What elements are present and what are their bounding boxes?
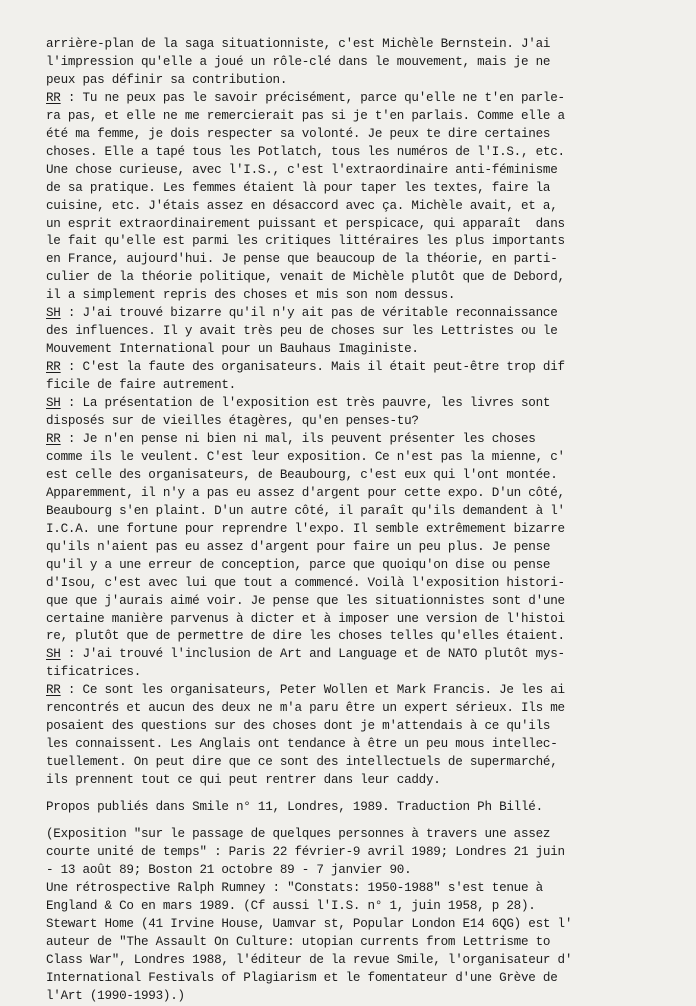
text-line: Beaubourg s'en plaint. D'un autre côté, il paraît qu'ils demandent à l': [46, 503, 565, 518]
text-line: Apparemment, il n'y a pas eu assez d'argent pour cette expo. D'un côté,: [46, 485, 565, 500]
text-line: qu'il y a une erreur de conception, parce que quoiqu'on dise ou pense: [46, 557, 551, 572]
text-line: re, plutôt que de permettre de dire les choses telles qu'elles étaient.: [46, 629, 565, 644]
text-line: RR : Ce sont les organisateurs, Peter Wollen et Mark Francis. Je les ai: [46, 683, 565, 698]
note-line: courte unité de temps" : Paris 22 février-9 avril 1989; Londres 21 juin: [46, 844, 565, 859]
text-line: RR : C'est la faute des organisateurs. Mais il était peut-être trop dif: [46, 360, 565, 375]
text-line: ra pas, et elle ne me remercierait pas si je t'en parlais. Comme elle a: [46, 108, 565, 123]
speaker-initials: SH: [46, 396, 61, 411]
text-line: d'Isou, c'est avec lui que tout a commencé. Voilà l'exposition histori-: [46, 575, 565, 590]
note-line: Class War", Londres 1988, l'éditeur de la revue Smile, l'organisateur d': [46, 952, 573, 967]
text-line: Mouvement International pour un Bauhaus Imaginiste.: [46, 342, 419, 357]
text-line: certaine manière parvenus à dicter et à imposer une version de l'histoi: [46, 611, 565, 626]
speaker-initials: RR: [46, 90, 61, 105]
text-line: SH : La présentation de l'exposition est très pauvre, les livres sont: [46, 396, 551, 411]
text-line: été ma femme, je dois respecter sa volonté. Je peux te dire certaines: [46, 126, 551, 141]
text-line: en France, aujourd'hui. Je pense que beaucoup de la théorie, en parti-: [46, 252, 558, 267]
text-line: cuisine, etc. J'étais assez en désaccord avec ça. Michèle avait, et a,: [46, 198, 558, 213]
text-line: ficile de faire autrement.: [46, 378, 236, 393]
speaker-initials: SH: [46, 306, 61, 321]
source-credit: Propos publiés dans Smile n° 11, Londres, 1989. Traduction Ph Billé.: [46, 800, 543, 815]
text-line: tificatrices.: [46, 665, 141, 680]
speaker-initials: RR: [46, 431, 61, 446]
text-line: de sa pratique. Les femmes étaient là pour taper les textes, faire la: [46, 180, 551, 195]
text-line: posaient des questions sur des choses dont je m'attendais à ce qu'ils: [46, 719, 551, 734]
text-line: arrière-plan de la saga situationniste, c'est Michèle Bernstein. J'ai: [46, 37, 551, 51]
text-line: comme ils le veulent. C'est leur exposition. Ce n'est pas la mienne, c': [46, 449, 565, 464]
text-line: I.C.A. une fortune pour reprendre l'expo. Il semble extrêmement bizarre: [46, 521, 565, 536]
text-line: Une chose curieuse, avec l'I.S., c'est l'extraordinaire anti-féminisme: [46, 162, 558, 177]
text-line: SH : J'ai trouvé bizarre qu'il n'y ait pas de véritable reconnaissance: [46, 306, 558, 321]
text-line: un esprit extraordinairement puissant et perspicace, qui apparaît dans: [46, 216, 565, 231]
text-line: est celle des organisateurs, de Beaubourg, c'est eux qui l'ont montée.: [46, 467, 558, 482]
text-line: culier de la théorie politique, venait de Michèle plutôt que de Debord,: [46, 270, 565, 285]
speaker-initials: SH: [46, 647, 61, 662]
text-line: ils prennent tout ce qui peut rentrer dans leur caddy.: [46, 773, 441, 788]
text-line: les connaissent. Les Anglais ont tendance à être un peu mous intellec-: [46, 737, 558, 752]
note-line: England & Co en mars 1989. (Cf aussi l'I.S. n° 1, juin 1958, p 28).: [46, 898, 536, 913]
note-line: Stewart Home (41 Irvine House, Uamvar st, Popular London E14 6QG) est l': [46, 916, 573, 931]
note-line: - 13 août 89; Boston 21 octobre 89 - 7 janvier 90.: [46, 862, 412, 877]
text-line: SH : J'ai trouvé l'inclusion de Art and Language et de NATO plutôt mys-: [46, 647, 565, 662]
text-line: RR : Je n'en pense ni bien ni mal, ils peuvent présenter les choses: [46, 431, 536, 446]
note-line: (Exposition "sur le passage de quelques personnes à travers une assez: [46, 826, 551, 841]
text-line: le fait qu'elle est parmi les critiques littéraires les plus importants: [46, 234, 565, 249]
text-line: disposés sur de vieilles étagères, qu'en penses-tu?: [46, 414, 419, 429]
text-line: l'impression qu'elle a joué un rôle-clé dans le mouvement, mais je ne: [46, 54, 551, 69]
note-line: l'Art (1990-1993).): [46, 988, 185, 1003]
speaker-initials: RR: [46, 360, 61, 375]
text-line: peux pas définir sa contribution.: [46, 72, 288, 87]
text-line: il a simplement repris des choses et mis son nom dessus.: [46, 288, 456, 303]
text-line: rencontrés et aucun des deux ne m'a paru être un expert sérieux. Ils me: [46, 701, 565, 716]
interview-body: [46, 36, 666, 790]
speaker-initials: RR: [46, 683, 61, 698]
text-line: tuellement. On peut dire que ce sont des intellectuels de supermarché,: [46, 755, 558, 770]
text-line: qu'ils n'aient pas eu assez d'argent pour faire un peu plus. Je pense: [46, 539, 551, 554]
text-line: que que j'aurais aimé voir. Je pense que les situationnistes sont d'une: [46, 593, 565, 608]
text-line: RR : Tu ne peux pas le savoir précisément, parce qu'elle ne t'en parle-: [46, 90, 565, 105]
note-line: auteur de "The Assault On Culture: utopian currents from Lettrisme to: [46, 934, 551, 949]
note-line: Une rétrospective Ralph Rumney : "Constats: 1950-1988" s'est tenue à: [46, 880, 543, 895]
note-line: International Festivals of Plagiarism et le fomentateur d'une Grève de: [46, 970, 558, 985]
exhibition-notes: [46, 826, 666, 1006]
text-line: des influences. Il y avait très peu de choses sur les Lettristes ou le: [46, 324, 558, 339]
text-line: choses. Elle a tapé tous les Potlatch, tous les numéros de l'I.S., etc.: [46, 144, 565, 159]
